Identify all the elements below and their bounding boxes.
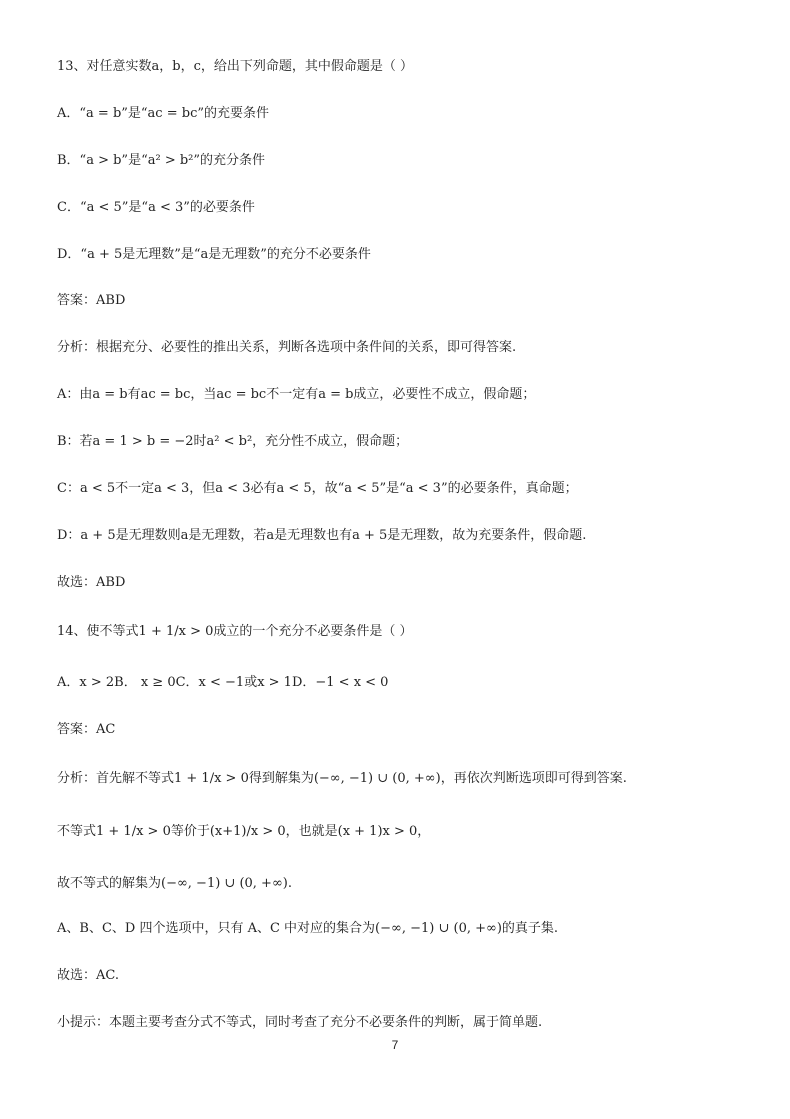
q13-analysis: 分析：根据充分、必要性的推出关系，判断各选项中条件间的关系，即可得答案.	[57, 340, 517, 355]
q13-explanation-b: B：若a = 1 > b = −2时a² < b²，充分性不成立，假命题；	[57, 434, 409, 449]
q14-inequality-equivalence: 不等式1 + 1/x > 0等价于(x+1)/x > 0，也就是(x + 1)x > 0，	[57, 824, 431, 839]
q13-choice: 故选：ABD	[57, 575, 126, 590]
q14-options: A．x > 2B． x ≥ 0C．x < −1或x > 1D．−1 < x < 0	[57, 675, 389, 690]
page-number: 7	[391, 1038, 399, 1052]
q13-explanation-a: A：由a = b有ac = bc，当ac = bc不一定有a = b成立，必要性不成立，假命题；	[57, 387, 536, 402]
q14-analysis: 分析：首先解不等式1 + 1/x > 0得到解集为(−∞, −1) ∪ (0, +∞)，再依次判断选项即可得到答案.	[57, 771, 627, 786]
q13-explanation-c: C：a < 5不一定a < 3，但a < 3必有a < 5，故“a < 5”是“a < 3”的必要条件，真命题；	[57, 481, 578, 496]
question-13-stem: 13、对任意实数a，b，c，给出下列命题，其中假命题是（ ）	[57, 59, 414, 74]
q14-answer: 答案：AC	[57, 722, 116, 737]
question-14-stem: 14、使不等式1 + 1/x > 0成立的一个充分不必要条件是（ ）	[57, 624, 413, 639]
q14-tip: 小提示：本题主要考查分式不等式，同时考查了充分不必要条件的判断，属于简单题.	[57, 1015, 543, 1030]
q14-choice: 故选：AC.	[57, 968, 120, 983]
q14-solution-set: 故不等式的解集为(−∞, −1) ∪ (0, +∞).	[57, 876, 292, 891]
q13-answer: 答案：ABD	[57, 293, 126, 308]
q13-option-d: D．“a + 5是无理数”是“a是无理数”的充分不必要条件	[57, 247, 371, 262]
q13-option-a: A．“a = b”是“ac = bc”的充要条件	[57, 106, 269, 121]
q13-option-b: B．“a > b”是“a² > b²”的充分条件	[57, 153, 266, 168]
q13-explanation-d: D：a + 5是无理数则a是无理数，若a是无理数也有a + 5是无理数，故为充要条件，假命题.	[57, 528, 587, 543]
q13-option-c: C．“a < 5”是“a < 3”的必要条件	[57, 200, 255, 215]
q14-option-comparison: A、B、C、D 四个选项中，只有 A、C 中对应的集合为(−∞, −1) ∪ (0, +∞)的真子集.	[57, 921, 559, 936]
